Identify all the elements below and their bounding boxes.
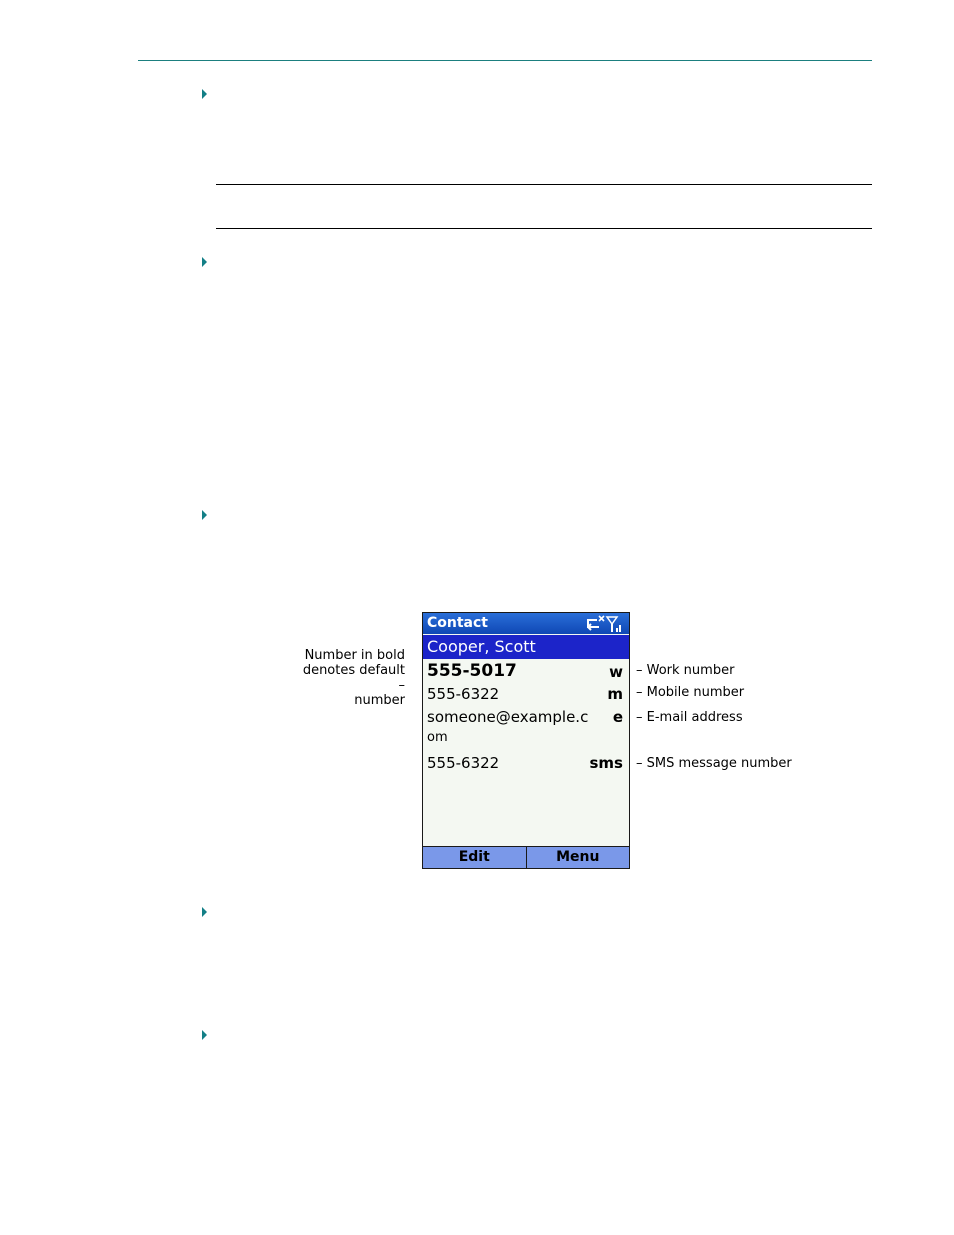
callout-line: Number in bold bbox=[304, 648, 405, 663]
entry-type-tag: sms bbox=[589, 754, 623, 772]
entry-value: 555-6322 bbox=[427, 685, 500, 703]
bullet-arrow-icon bbox=[202, 1030, 207, 1040]
entry-value-line2: om bbox=[427, 730, 448, 745]
note-rule-top bbox=[216, 184, 872, 185]
entry-type-tag: w bbox=[609, 663, 623, 681]
menu-softkey[interactable]: Menu bbox=[526, 847, 630, 868]
entry-value: 555-6322 bbox=[427, 754, 500, 772]
header-rule bbox=[138, 60, 872, 61]
entry-type-tag: e bbox=[612, 708, 623, 726]
entry-value-line1: someone@example.c bbox=[427, 708, 589, 726]
email-address-callout: – E-mail address bbox=[636, 710, 743, 725]
callout-line: number bbox=[354, 693, 405, 708]
edit-softkey[interactable]: Edit bbox=[458, 849, 490, 865]
phone-screen bbox=[422, 612, 630, 869]
default-number-callout bbox=[296, 648, 405, 708]
sync-x-icon bbox=[585, 615, 623, 633]
sms-number-callout: – SMS message number bbox=[636, 756, 792, 771]
entry-type-tag: m bbox=[607, 685, 623, 703]
contact-name: Cooper, Scott bbox=[427, 637, 536, 656]
bullet-arrow-icon bbox=[202, 257, 207, 267]
entry-value: 555-5017 bbox=[427, 661, 517, 681]
bullet-arrow-icon bbox=[202, 907, 207, 917]
softkey-bar bbox=[423, 846, 629, 868]
work-number-callout: – Work number bbox=[636, 663, 735, 678]
title-bar bbox=[423, 613, 629, 634]
bullet-arrow-icon bbox=[202, 89, 207, 99]
contact-name-bar bbox=[423, 635, 629, 659]
callout-line: denotes default – bbox=[302, 663, 405, 693]
screen-title: Contact bbox=[427, 615, 488, 631]
bullet-arrow-icon bbox=[202, 510, 207, 520]
note-rule-bottom bbox=[216, 228, 872, 229]
status-icons bbox=[585, 615, 623, 637]
mobile-number-callout: – Mobile number bbox=[636, 685, 745, 700]
